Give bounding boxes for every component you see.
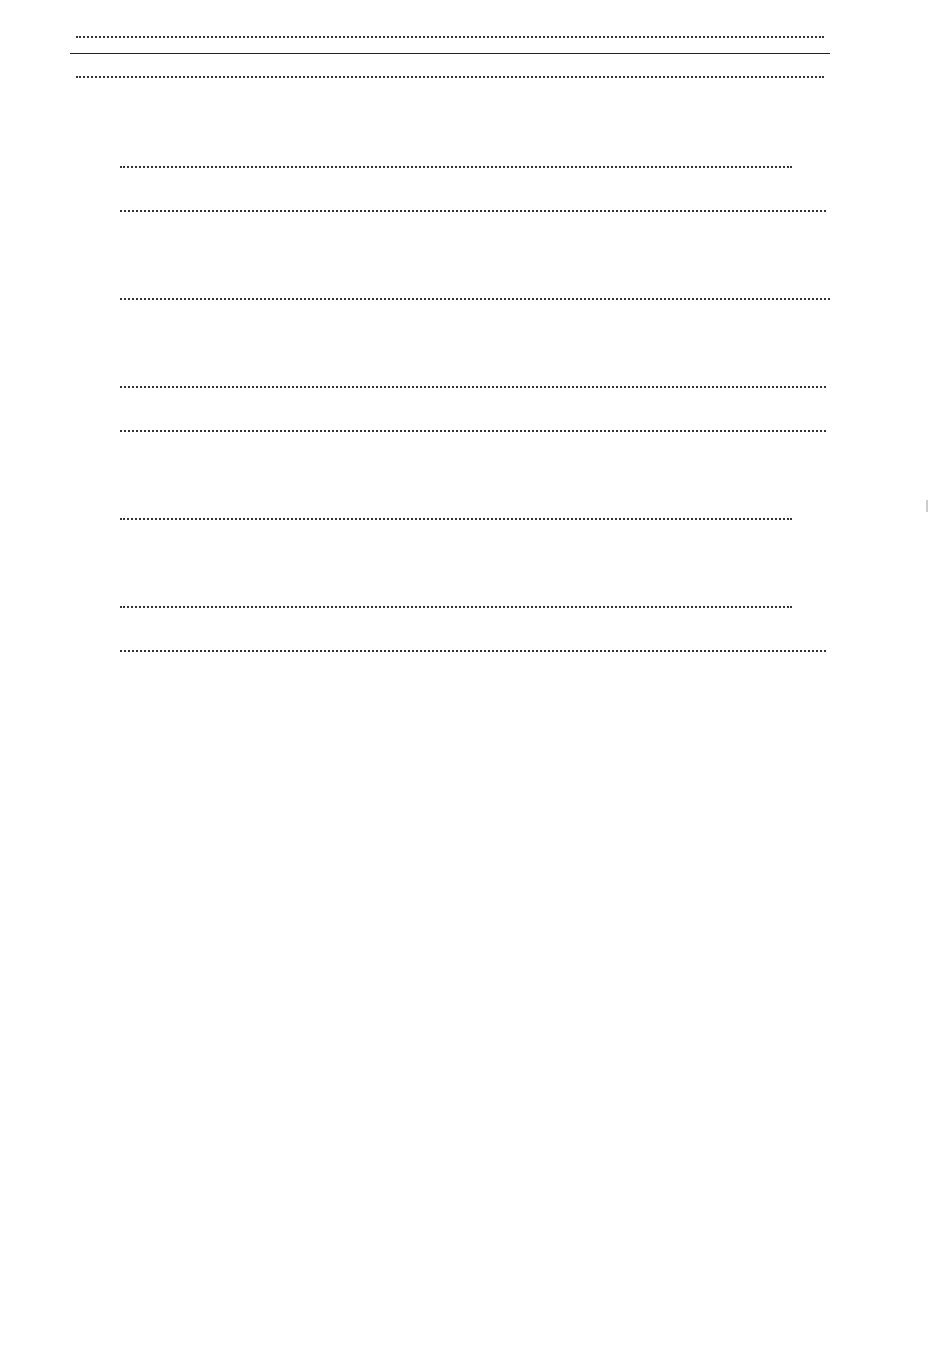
- page-header: [70, 22, 830, 54]
- toc-page: [70, 22, 830, 718]
- toc-entry-1144: [70, 542, 830, 586]
- toc-entry-1134-cont: [70, 366, 830, 410]
- toc-entry-1146: [70, 674, 830, 718]
- toc-entry-1134: [70, 322, 830, 366]
- toc-entry-1144-cont: [70, 586, 830, 630]
- toc-entry-1131: [70, 102, 830, 146]
- toc-entry-1133: [70, 234, 830, 278]
- toc-entry-1133-cont: [70, 278, 830, 322]
- toc-entry-1131-cont: [70, 146, 830, 190]
- toc-entry-1145: [70, 630, 830, 674]
- header-leader: [76, 22, 824, 38]
- section-leader: [76, 66, 824, 78]
- section-heading: [70, 58, 830, 102]
- toc-entry-1132: [70, 190, 830, 234]
- scan-mark: [926, 500, 928, 512]
- toc-entry-1136-cont: [70, 498, 830, 542]
- toc-entry-1136: [70, 454, 830, 498]
- toc-entry-1135: [70, 410, 830, 454]
